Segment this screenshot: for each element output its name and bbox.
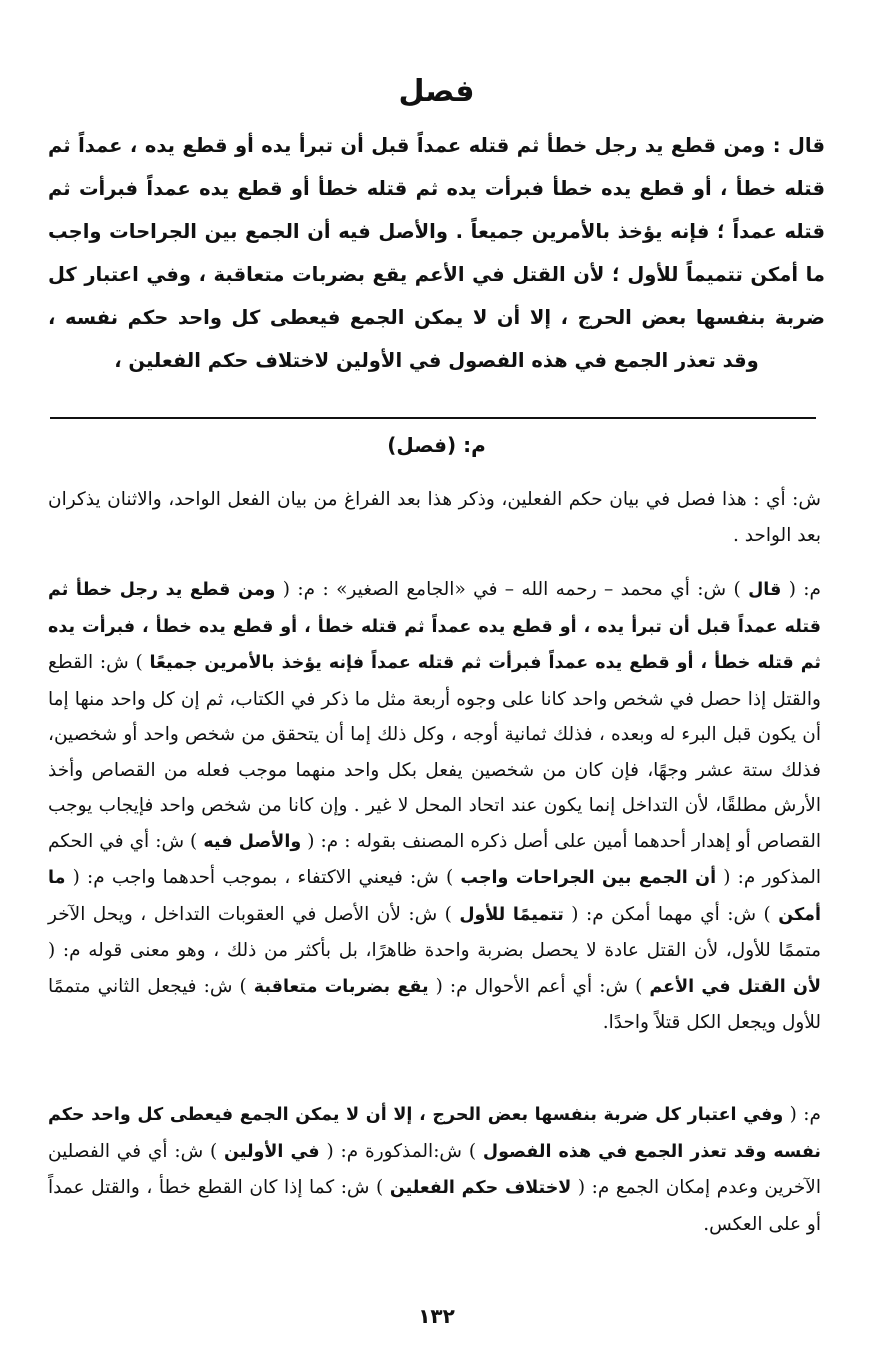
matn-text: قال : ومن قطع يد رجل خطأ ثم قتله عمداً قبل أن تبرأ يده أو قطع يده ، عمداً ثم قتله خطأ ، أو قطع يده خطأ فبرأت يده ثم قتله خطأ أو قطع يده عمداً فبرأت ثم قتله عمداً ؛ فإنه يؤخذ بالأمرين جميعاً . والأصل فيه أن الجمع بين الجراحات واجب ما أمكن تتميماً للأول ؛ لأن القتل في الأعم يقع بضربات متعاقبة ، وفي اعتبار كل ضربة بنفسها بعض الحرج ، إلا أن لا يمكن الجمع فيعطى كل واحد حكم نفسه ، وقد تعذر الجمع في هذه الفصول في الأولين لاختلاف حكم الفعلين ،	[48, 134, 825, 372]
commentary-segment: ) ش: فيجعل الثاني متممًا للأول ويجعل الكل قتلاً واحدًا.	[48, 975, 821, 1033]
chapter-title: فصل	[398, 74, 475, 109]
commentary-segment: ) ش: كما إذا كان القطع خطأ ، والقتل عمداً أو على العكس.	[48, 1177, 821, 1235]
quoted-matn-segment: قال	[748, 580, 782, 600]
commentary-segment: ) ش: فيعني الاكتفاء ، بموجب أحدهما واجب م: (	[65, 867, 461, 888]
quoted-matn-segment: أن الجمع بين الجراحات واجب	[460, 868, 717, 888]
commentary-segment: ) ش:المذكورة م: (	[319, 1140, 483, 1162]
commentary-paragraph-2	[48, 572, 821, 1041]
quoted-matn-segment: ما أمكن	[48, 868, 821, 925]
commentary-segment: ) ش: أي في الحكم المذكور م: (	[48, 830, 822, 888]
page-number: ١٣٢	[418, 1304, 455, 1328]
commentary-paragraph-3	[48, 1097, 821, 1242]
quoted-matn-segment: وفي اعتبار كل ضربة بنفسها بعض الحرج ، إلا أن لا يمكن الجمع فيعطى كل واحد حكم نفسه وقد تعذر الجمع في هذه الفصول	[48, 1105, 821, 1162]
commentary-header: م: (فصل)	[387, 433, 486, 457]
commentary-segment: ش: أي : هذا فصل في بيان حكم الفعلين، وذكر هذا بعد الفراغ من بيان الفعل الواحد، والاثنان يذكران بعد الواحد .	[48, 489, 821, 546]
commentary-segment: ) ش: لأن الأصل في العقوبات التداخل ، ويحل الآخر متممًا للأول، لأن القتل عادة لا يحصل بضربة واحدة ظاهرًا، بل بأكثر من ذلك ، وهو معنى قوله م: (	[48, 903, 821, 961]
quoted-matn-segment: تتميمًا للأول	[459, 904, 564, 925]
quoted-matn-segment: ومن قطع يد رجل خطأ ثم قتله عمداً قبل أن تبرأ يده ، أو قطع يده عمداً ثم قتله خطأ ، أو قطع يده خطأ ، فبرأت يده ثم قتله خطأ ، أو قطع يده عمداً فبرأت ثم قتله عمداً فإنه يؤخذ بالأمرين جميعًا	[48, 580, 821, 673]
quoted-matn-segment: يقع بضربات متعاقبة	[253, 976, 429, 997]
commentary-segment: ) ش: أي أعم الأحوال م: (	[428, 975, 650, 997]
quoted-matn-segment: لاختلاف حكم الفعلين	[389, 1178, 572, 1198]
commentary-paragraph-1	[48, 482, 821, 553]
quoted-matn-segment: في الأولين	[224, 1141, 320, 1162]
commentary-segment: ) ش: القطع والقتل إذا حصل في شخص واحد كانا على وجوه أربعة مثل ما ذكر في الكتاب، ثم إن كل واحد منها إما أن يكون قبل البرء له وبعده ، فذلك ثمانية أوجه ، وكل ذلك إما أن يتحقق من شخص واحد أو شخصين، فذلك ستة عشر وجهًا، فإن كان من شخصين يفعل بكل واحد منهما موجب فعله من القصاص وأخذ الأرش مطلقًا، لأن التداخل إنما يكون عند اتحاد المحل لا غير . وإن كانا من شخص واحد فإيجاب يوجب القصاص أو إهدار أحدهما أمين على أصل ذكره المصنف بقوله : م: (	[48, 652, 821, 852]
commentary-segment: ) ش: أي محمد – رحمه الله – في «الجامع الصغير» : م: (	[275, 579, 749, 600]
commentary-segment: م: (	[783, 1104, 821, 1125]
commentary-segment: ) ش: أي في الفصلين الآخرين وعدم إمكان الجمع م: (	[48, 1140, 821, 1198]
commentary-segment: ) ش: أي مهما أمكن م: (	[563, 903, 779, 925]
quoted-matn-segment: لأن القتل في الأعم	[649, 976, 821, 997]
section-divider	[50, 417, 816, 419]
quoted-matn-segment: والأصل فيه	[203, 831, 302, 852]
commentary-segment: م: (	[781, 579, 821, 600]
